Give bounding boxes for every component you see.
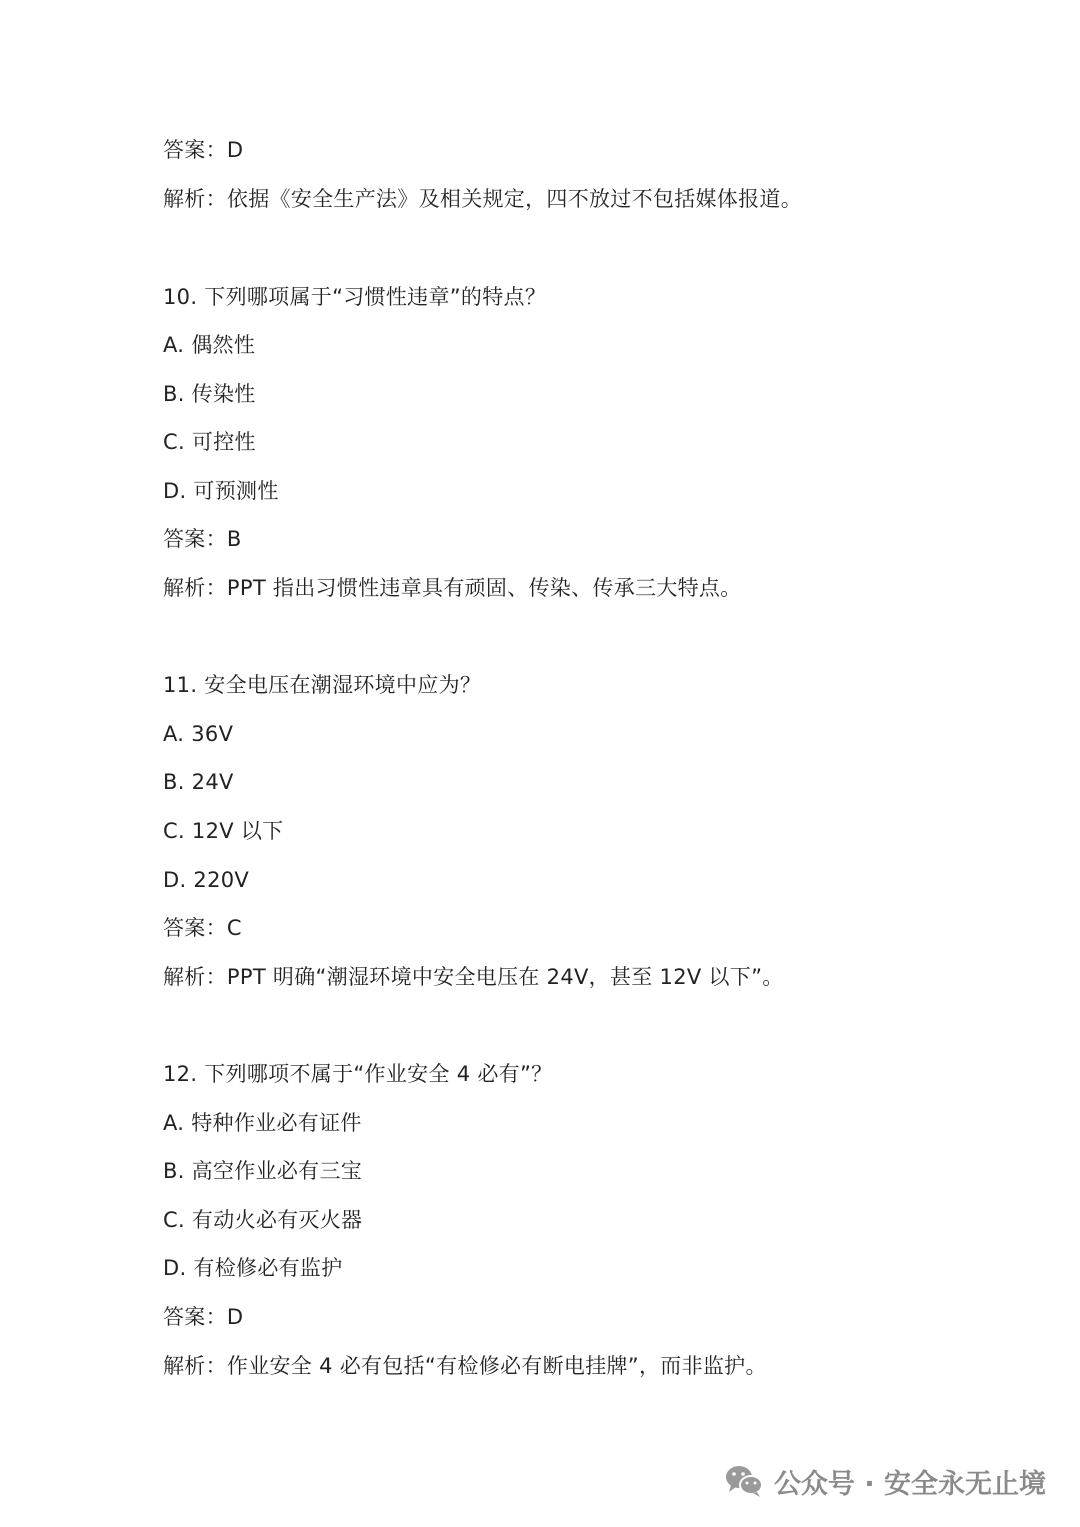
answer-q12: 答案：D <box>163 1305 244 1329</box>
answer-q10: 答案：B <box>163 527 242 551</box>
option-11-d: D. 220V <box>163 868 250 892</box>
option-11-c: C. 12V 以下 <box>163 819 284 843</box>
option-11-a: A. 36V <box>163 722 234 746</box>
option-12-b: B. 高空作业必有三宝 <box>163 1159 363 1183</box>
watermark-text: 公众号 · 安全永无止境 <box>773 1468 1046 1500</box>
option-12-d: D. 有检修必有监护 <box>163 1256 343 1280</box>
wechat-icon <box>724 1464 764 1498</box>
question-11: 11. 安全电压在潮湿环境中应为？ <box>163 673 482 697</box>
question-12: 12. 下列哪项不属于“作业安全 4 必有”？ <box>163 1062 553 1086</box>
analysis-q11: 解析：PPT 明确“潮湿环境中安全电压在 24V，甚至 12V 以下”。 <box>163 965 784 989</box>
answer-q11: 答案：C <box>163 916 242 940</box>
option-10-c: C. 可控性 <box>163 430 256 454</box>
question-10: 10. 下列哪项属于“习惯性违章”的特点？ <box>163 285 547 309</box>
analysis-q9: 解析：依据《安全生产法》及相关规定，四不放过不包括媒体报道。 <box>163 187 802 211</box>
analysis-q12: 解析：作业安全 4 必有包括“有检修必有断电挂牌”，而非监护。 <box>163 1354 767 1378</box>
option-11-b: B. 24V <box>163 770 234 794</box>
option-12-c: C. 有动火必有灭火器 <box>163 1208 363 1232</box>
option-12-a: A. 特种作业必有证件 <box>163 1111 362 1135</box>
answer-q9: 答案：D <box>163 138 244 162</box>
option-10-d: D. 可预测性 <box>163 479 279 503</box>
option-10-a: A. 偶然性 <box>163 333 256 357</box>
option-10-b: B. 传染性 <box>163 382 256 406</box>
watermark <box>724 1459 1046 1503</box>
analysis-q10: 解析：PPT 指出习惯性违章具有顽固、传染、传承三大特点。 <box>163 576 742 600</box>
